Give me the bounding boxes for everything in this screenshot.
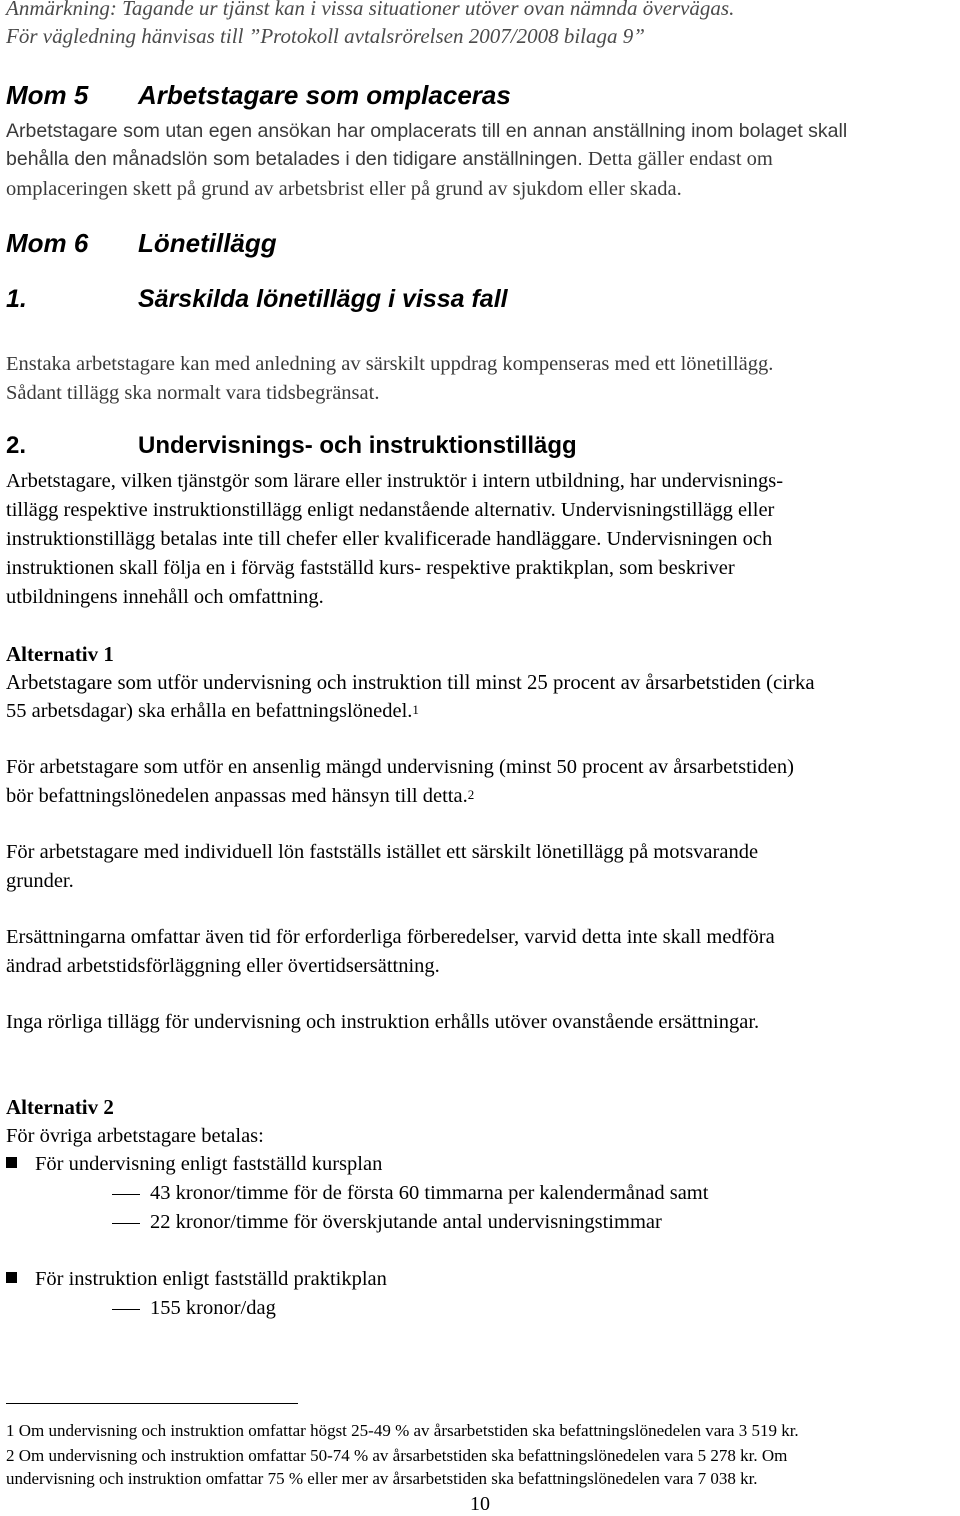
alt2-dash-1: 43 kronor/timme för de första 60 timmarna per kalendermånad samt (112, 1179, 708, 1208)
section2-title: Undervisnings- och instruktionstillägg (138, 432, 577, 459)
section2-line5: utbildningens innehåll och omfattning. (6, 586, 324, 608)
alt1-p4-line1: Ersättningarna omfattar även tid för erforderliga förberedelser, varvid detta inte skall medföra (6, 926, 775, 948)
section1-text-line1: Enstaka arbetstagare kan med anledning av särskilt uppdrag kompenseras med ett lönetillägg. (6, 353, 774, 375)
mom6-title: Lönetillägg (138, 228, 277, 258)
mom5-text-line1: Arbetstagare som utan egen ansökan har omplacerats till en annan anställning inom bolaget skall (6, 120, 848, 142)
header-note-line1: Anmärkning: Tagande ur tjänst kan i vissa situationer utöver ovan nämnda övervägas. (6, 0, 735, 20)
mom6-number: Mom 6 (6, 228, 89, 258)
section2-line3: instruktionstillägg betalas inte till chefer eller kvalificerade handläggare. Undervisningen och (6, 528, 773, 550)
footnote-2-marker: 2 (6, 1446, 15, 1465)
footnote-ref-2: 2 (467, 787, 475, 802)
alternativ2-heading: Alternativ 2 (6, 1095, 114, 1119)
section2-number: 2. (6, 432, 27, 459)
mom5-title: Arbetstagare som omplaceras (138, 80, 511, 110)
mom5-text-line2: behålla den månadslön som betalades i den tidigare anställningen. Detta gäller endast om (6, 148, 773, 170)
footnote-2-line2: undervisning och instruktion omfattar 75 % eller mer av årsarbetstiden ska befattningslönedelen vara 7 038 kr. (6, 1469, 758, 1488)
alt1-p1-line1: Arbetstagare som utför undervisning och instruktion till minst 25 procent av årsarbetstiden (cirka (6, 671, 815, 694)
footnote-ref-1: 1 (412, 702, 419, 717)
alt1-p1-line2: 55 arbetsdagar) ska erhålla en befattningslönedel.$^1$ (6, 700, 419, 722)
alternativ1-heading: Alternativ 1 (6, 642, 114, 666)
section1-heading (6, 285, 960, 314)
footnote-1: 1 Om undervisning och instruktion omfattar högst 25-49 % av årsarbetstiden ska befattningslönedelen vara 3 519 kr. (6, 1421, 799, 1440)
mom6-heading (6, 228, 960, 259)
alt2-dash-3: 155 kronor/dag (112, 1294, 276, 1323)
alt1-p2-line2: bör befattningslönedelen anpassas med hänsyn till detta.$^2$ (6, 785, 475, 807)
alt2-bullet-2: För instruktion enligt fastställd praktikplan (6, 1265, 387, 1294)
page-number: 10 (470, 1493, 490, 1515)
section1-number: 1. (6, 285, 27, 313)
dash-icon (112, 1223, 140, 1225)
section1-text-line2: Sådant tillägg ska normalt vara tidsbegränsat. (6, 382, 380, 404)
square-bullet-icon (6, 1272, 17, 1283)
dash-icon (112, 1309, 140, 1311)
alt2-dash-2: 22 kronor/timme för överskjutande antal undervisningstimmar (112, 1208, 662, 1237)
mom5-text-line3: omplaceringen skett på grund av arbetsbrist eller på grund av sjukdom eller skada. (6, 178, 682, 200)
footnote-1-marker: 1 (6, 1421, 15, 1440)
header-note-line2: För vägledning hänvisas till ”Protokoll avtalsrörelsen 2007/2008 bilaga 9” (6, 24, 645, 48)
alt1-p3-line2: grunder. (6, 870, 74, 892)
mom5-heading (6, 80, 960, 111)
dash-icon (112, 1194, 140, 1196)
alt1-p4-line2: ändrad arbetstidsförläggning eller övertidsersättning. (6, 955, 440, 977)
section2-line2: tillägg respektive instruktionstillägg enligt nedanstående alternativ. Undervisningstillägg eller (6, 499, 775, 521)
section2-heading (6, 432, 960, 460)
alt1-p3-line1: För arbetstagare med individuell lön fastställs istället ett särskilt lönetillägg på motsvarande (6, 841, 759, 863)
alt1-p5-line1: Inga rörliga tillägg för undervisning och instruktion erhålls utöver ovanstående ersättningar. (6, 1011, 760, 1033)
footnote-2-line1: 2 Om undervisning och instruktion omfattar 50-74 % av årsarbetstiden ska befattningslönedelen vara 5 278 kr. Om (6, 1446, 788, 1465)
footnote-separator (6, 1403, 298, 1404)
alt1-p2-line1: För arbetstagare som utför en ansenlig mängd undervisning (minst 50 procent av årsarbetstiden) (6, 756, 794, 778)
alt2-bullet-1: För undervisning enligt fastställd kursplan (6, 1150, 382, 1179)
section2-line1: Arbetstagare, vilken tjänstgör som lärare eller instruktör i intern utbildning, har undervisnings- (6, 470, 784, 492)
alt2-intro: För övriga arbetstagare betalas: (6, 1125, 264, 1147)
square-bullet-icon (6, 1157, 17, 1168)
section2-line4: instruktionen skall följa en i förväg fastställd kurs- respektive praktikplan, som beskriver (6, 557, 735, 579)
mom5-number: Mom 5 (6, 80, 89, 110)
section1-title: Särskilda lönetillägg i vissa fall (138, 285, 508, 313)
